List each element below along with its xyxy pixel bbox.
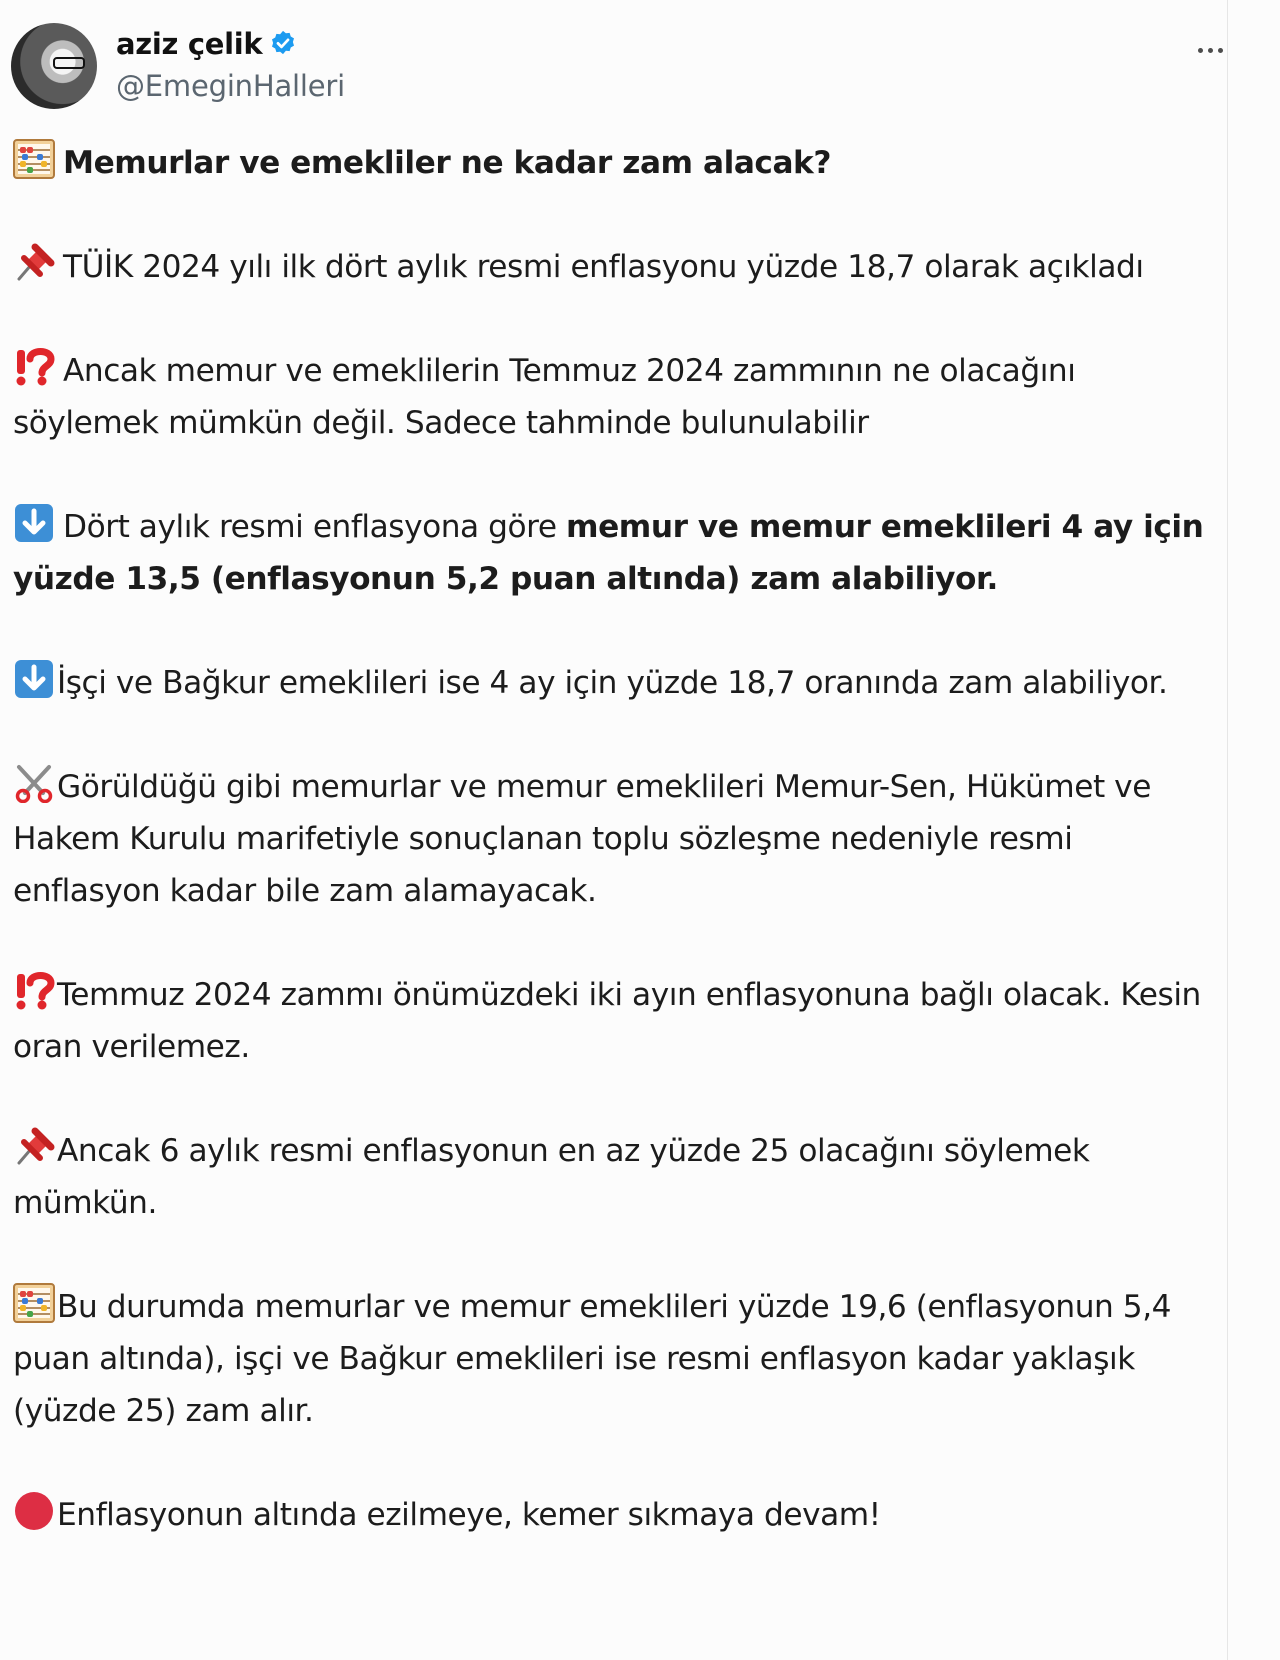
scissors-icon — [13, 763, 55, 803]
pushpin-icon — [13, 1127, 55, 1167]
down-arrow-icon — [13, 503, 55, 543]
paragraph-6: Temmuz 2024 zammı önümüzdeki iki ayın enflasyonuna bağlı olacak. Kesin oran verilemez. — [13, 969, 1213, 1073]
author-name-row — [116, 24, 298, 64]
paragraph-7: Ancak 6 aylık resmi enflasyonun en az yüzde 25 olacağını söylemek mümkün. — [13, 1125, 1213, 1229]
paragraph-3: Dört aylık resmi enflasyona göre memur ve memur emeklileri 4 ay için yüzde 13,5 (enflasyonun 5,2 puan altında) zam alabiliyor. — [13, 501, 1213, 605]
verified-badge-icon — [268, 29, 298, 59]
author-handle[interactable]: @EmeginHalleri — [116, 69, 345, 103]
paragraph-5: Görüldüğü gibi memurlar ve memur emeklileri Memur-Sen, Hükümet ve Hakem Kurulu marifetiyle sonuçlanan toplu sözleşme nedeniyle resmi enflasyon kadar bile zam alamayacak. — [13, 761, 1213, 917]
exclamation-question-icon — [13, 347, 55, 387]
abacus-icon — [13, 1283, 55, 1323]
red-circle-icon — [13, 1491, 55, 1531]
pushpin-icon — [13, 243, 55, 283]
paragraph-8: Bu durumda memurlar ve memur emeklileri yüzde 19,6 (enflasyonun 5,4 puan altında), işçi ve Bağkur emeklileri ise resmi enflasyon kadar yaklaşık (yüzde 25) zam alır. — [13, 1281, 1213, 1437]
paragraph-9: Enflasyonun altında ezilmeye, kemer sıkmaya devam! — [13, 1489, 1213, 1541]
tweet-title: Memurlar ve emekliler ne kadar zam alacak? — [63, 145, 831, 181]
down-arrow-icon — [13, 659, 55, 699]
paragraph-2: Ancak memur ve emeklilerin Temmuz 2024 zammının ne olacağını söylemek mümkün değil. Sadece tahminde bulunulabilir — [13, 345, 1213, 449]
tweet-text — [13, 137, 1213, 1593]
more-options-icon[interactable] — [1190, 40, 1230, 60]
exclamation-question-icon — [13, 971, 55, 1011]
abacus-icon — [13, 139, 55, 179]
paragraph-4: İşçi ve Bağkur emeklileri ise 4 ay için yüzde 18,7 oranında zam alabiliyor. — [13, 657, 1213, 709]
paragraph-1: TÜİK 2024 yılı ilk dört aylık resmi enflasyonu yüzde 18,7 olarak açıkladı — [13, 241, 1213, 293]
avatar[interactable] — [11, 23, 97, 109]
author-display-name[interactable]: aziz çelik — [116, 27, 263, 61]
tweet-title-line — [13, 137, 1213, 189]
right-divider — [1227, 0, 1228, 1660]
